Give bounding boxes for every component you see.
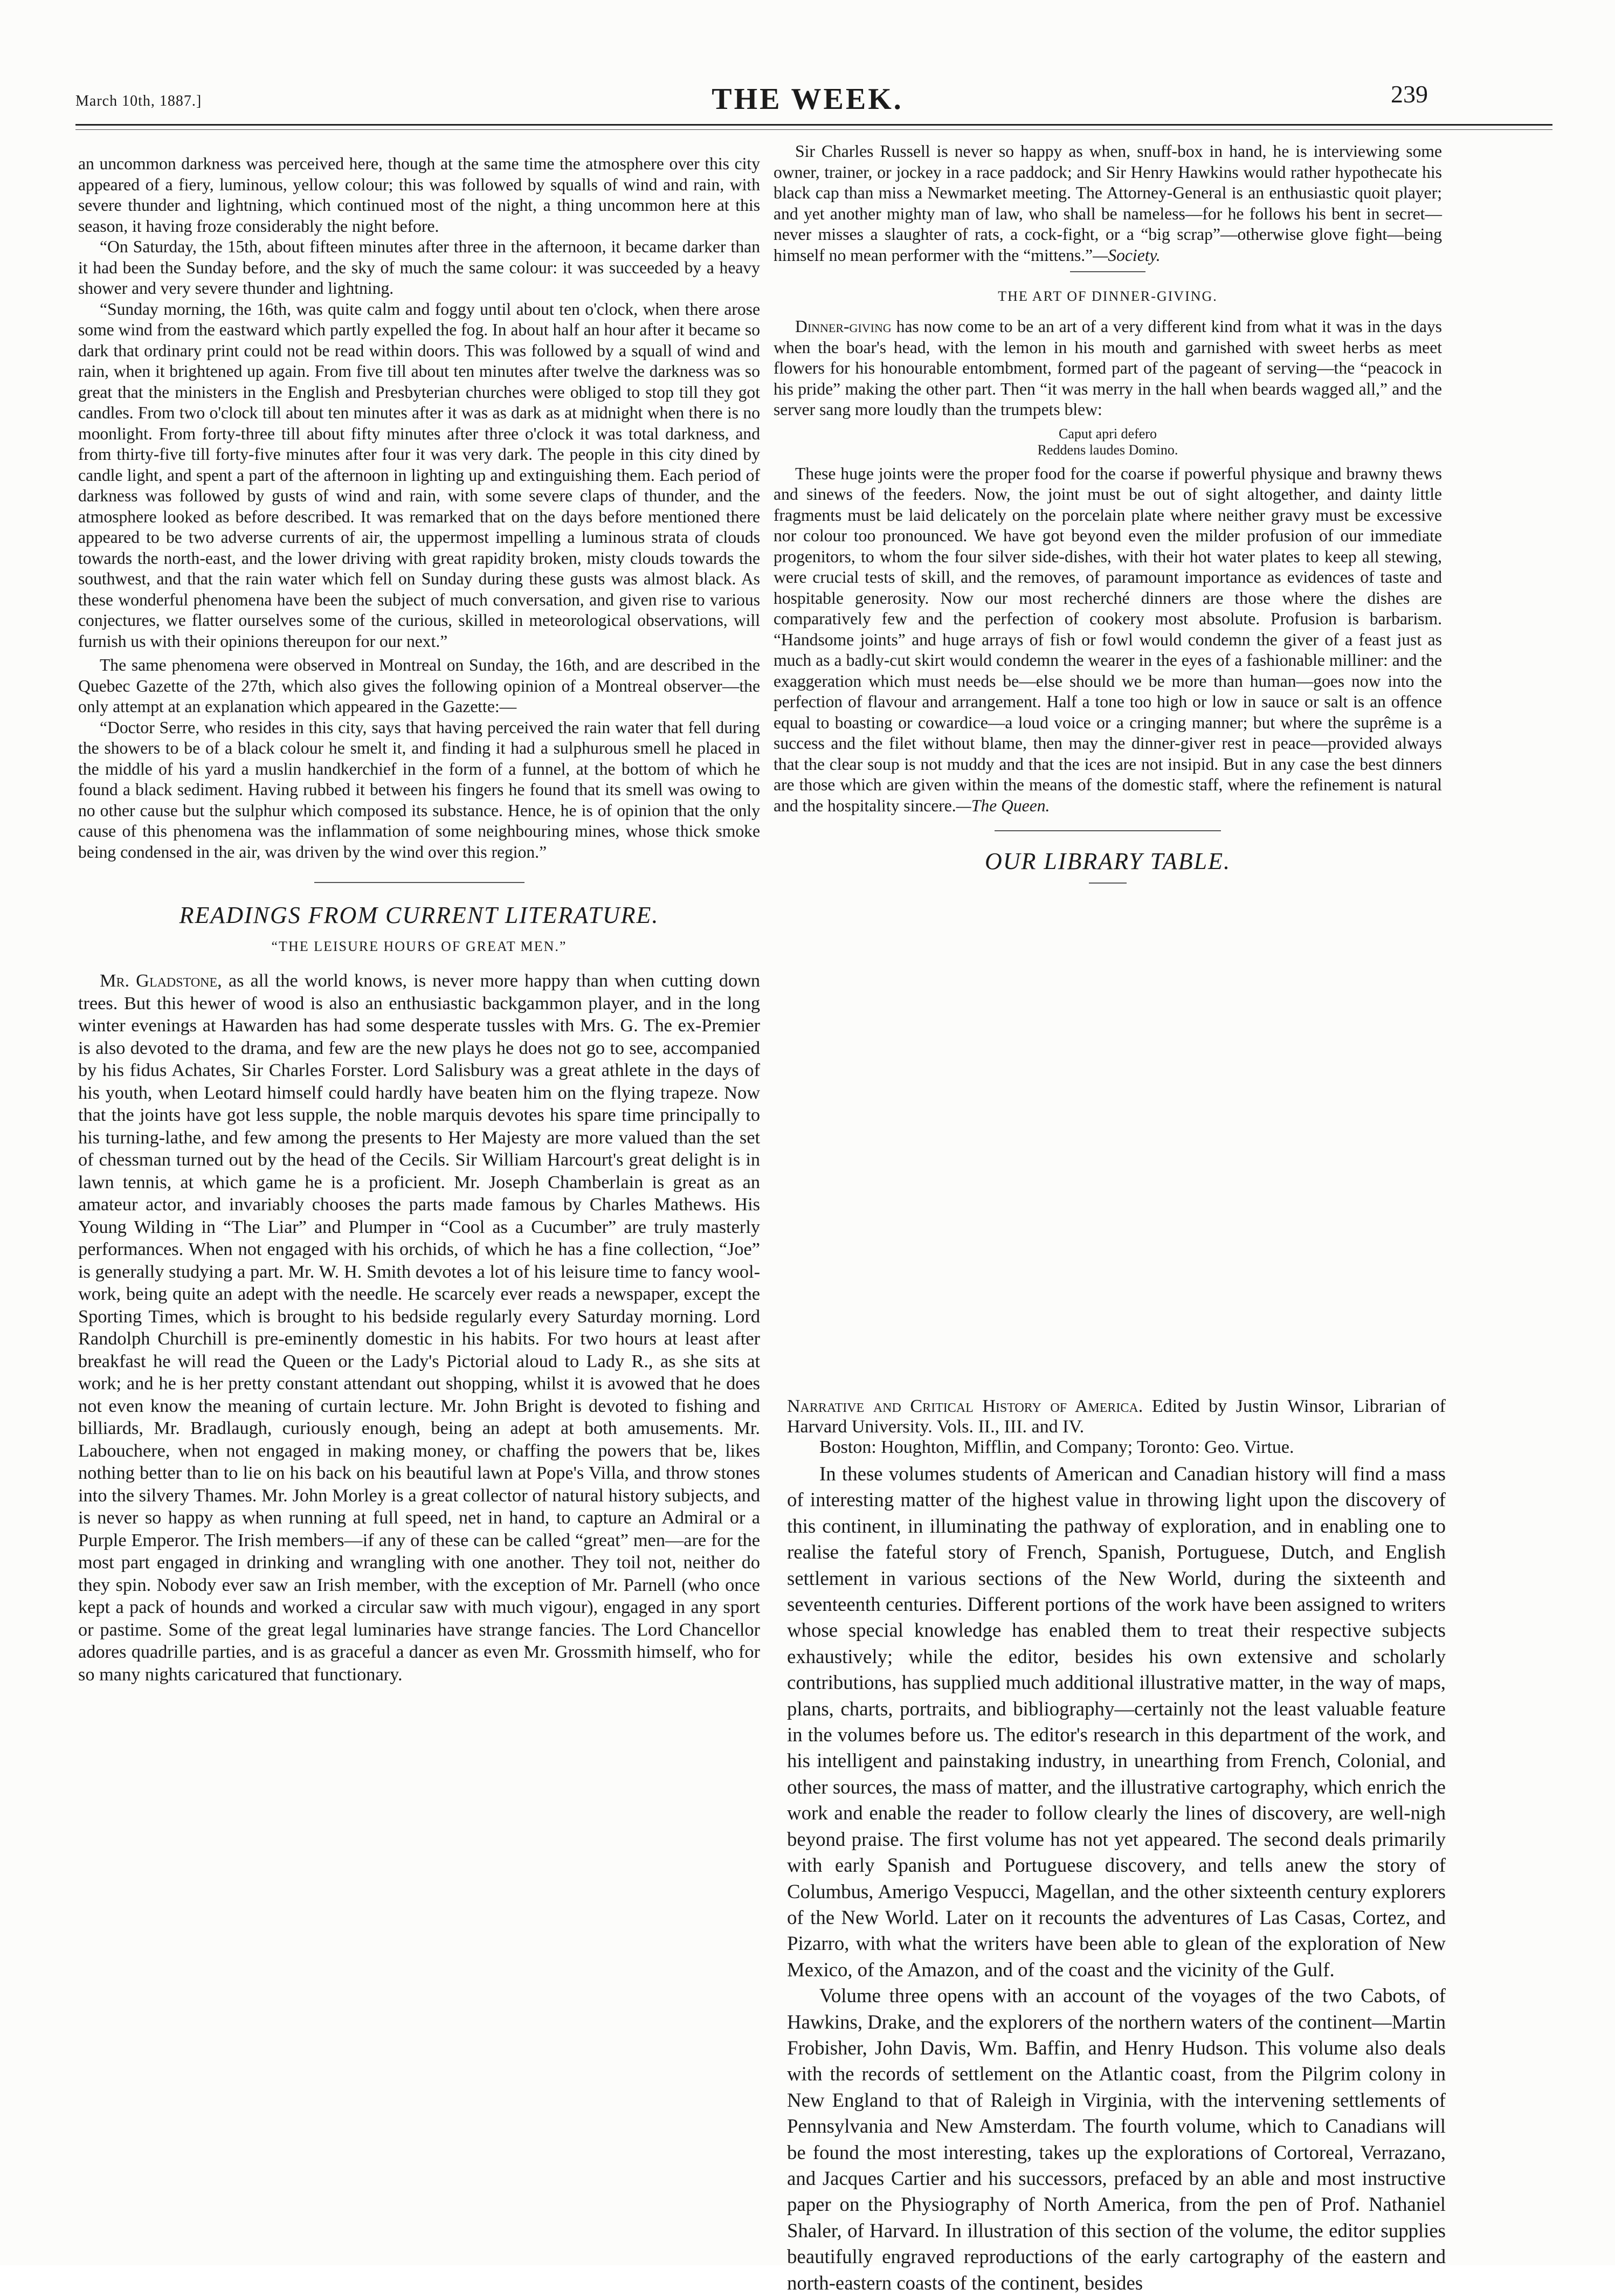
book-title: Narrative and Critical History of America. [787,1396,1143,1416]
verse-line: Caput apri defero [1059,425,1157,442]
masthead-title: THE WEEK. [712,82,903,116]
article-title: THE ART OF DINNER-GIVING. [998,288,1218,304]
paragraph: “Sunday morning, the 16th, was quite calm and foggy until about ten o'clock, when there arose some wind from the eastward which partly expelled the fog. In about half an hour after it became so dark that ordinary print could not be read within doors. This was followed by a squall of wind and rain, when it brightened up again. From five till about ten minutes after twelve the darkness was so great that the ministers in the English and Presbyterian churches were obliged to stop till they got candles. From two o'clock till about ten minutes after it was as dark as at midnight when there is no moonlight. From forty-three till about fifty minutes after three o'clock it was total darkness, and from thirty-five till forty-five minutes after four it was very dark. The people in this city dined by candle light, and spent a part of the afternoon in lighting up and extinguishing them. Each period of darkness was followed by gusts of wind and rain, with some severe claps of thunder, and the atmosphere looked as before described. It was remarked that on the days before mentioned there appeared to be two adverse currents of air, the uppermost impelling a luminous strata of clouds towards the north-east, and the lower driving with great rapidity broken, misty clouds towards the southwest, and that the rain water which fell on Sunday during these gusts was almost black. As these wonderful phenomena have been the subject of much conversation, and given rise to various conjectures, we flatter ourselves some of the curious, skilled in meteorological observations, will furnish us with their opinions thereupon for our next.” [78,299,760,651]
right-column [774,141,1442,884]
paragraph-text: has now come to be an art of a very different kind from what it was in the days when the boar's head, with the lemon in his mouth and garnished with sweet herbs as meet flowers for his honourable entombment, formed part of the pageant of serving—the “peacock in his pride” making the other part. Then “it was merry in the hall when beards wagged all,” and the server sang more loudly than the trumpets blew: [774,317,1442,419]
article-text: as all the world knows, is never more happy than when cutting down trees. But this hewer of wood is also an enthusiastic backgammon player, and in the long winter evenings at Hawarden has had some desperate tussles with Mrs. G. The ex-Premier is also devoted to the drama, and few are the new plays he does not go to see, accompanied by his fidus Achates, Sir Charles Forster. Lord Salisbury was a great athlete in the days of his youth, when Leotard himself could hardly have beaten him on the flying trapeze. Now that the joints have got less supple, the noble marquis devotes his spare time principally to his turning-lathe, and few among the presents to Her Majesty are more valued than the set of chessman turned out by the head of the Cecils. Sir William Harcourt's great delight is in lawn tennis, at which game he is a proficient. Mr. Joseph Chamberlain is great as an amateur actor, and invariably chooses the parts made famous by Charles Mathews. His Young Wilding in “The Liar” and Plumper in “Cool as a Cucumber” are truly masterly performances. When not engaged with his orchids, of which he has a fine collection, “Joe” is generally studying a part. Mr. W. H. Smith devotes a lot of his leisure time to fancy wool-work, being quite an adept with the needle. He scarcely ever reads a newspaper, except the Sporting Times, which is brought to his bedside regularly every Saturday morning. Lord Randolph Churchill is pre-eminently domestic in his habits. For two hours at least after breakfast he will read the Queen or the Lady's Pictorial aloud to Lady R., as she sits at work; and he is her pretty constant attendant out shopping, whilst it is avowed that he does not even know the meaning of curtain lecture. Mr. John Bright is devoted to fishing and billiards, Mr. Bradlaugh, curiously enough, being an adept at both amusements. Mr. Labouchere, when not engaged in making money, or chaffing the powers that be, likes nothing better than to lie on his back on his beautiful lawn at Pope's Villa, and throw stones into the silvery Thames. Mr. John Morley is a great collector of natural history subjects, and is never so happy as when running at full speed, net in hand, to capture an Admiral or a Purple Emperor. The Irish members—if any of these can be called “great” men—are for the most part engaged in drinking and wrangling with one another. They toil not, neither do they spin. Nobody ever saw an Irish member, with the exception of Mr. Parnell (who once kept a pack of hounds and worked a circular saw with much vigour), engaged in any sport or pastime. Some of the great legal luminaries have strange fancies. The Lord Chancellor adores quadrille parties, and is as graceful a dancer as even Mr. Grossmith himself, who for so many nights caricatured that functionary. [78,970,761,1685]
paragraph [774,141,1442,266]
paragraph: In these volumes students of American and Canadian history will find a mass of interesting matter of the highest value in throwing light upon the discovery of this continent, in illuminating the pathway of exploration, and in enabling one to realise the fateful story of French, Spanish, Portuguese, Dutch, and English settlement in various sections of the New World, during the sixteenth and seventeenth centuries. Different portions of the work have been assigned to writers whose special knowledge has enabled them to treat their respective subjects exhaustively; while the editor, besides his own extensive and scholarly contributions, has supplied much additional illustrative matter, in the way of maps, plans, charts, portraits, and bibliography—certainly not the least valuable feature in the volumes before us. The editor's research in this department of the work, and his intelligent and painstaking industry, in unearthing from French, Colonial, and other sources, the mass of matter, and the illustrative cartography, which enrich the work and enable the reader to follow clearly the lines of discovery, are well-nigh beyond praise. The first volume has not yet appeared. The second deals primarily with early Spanish and Portuguese discovery, and tells anew the story of Columbus, Amerigo Vespucci, Magellan, and the other sixteenth century explorers of the New World. Later on it recounts the adventures of Las Casas, Cortez, and Pizarro, with what the writers have been able to glean of the exploration of New Mexico, of the Amazon, and of the coast and the vicinity of the Gulf. [787,1463,1446,1981]
paragraph [774,464,1442,817]
library-review [787,1396,1446,2296]
book-publisher: Boston: Houghton, Mifflin, and Company; Toronto: Geo. Virtue. [819,1437,1294,1457]
paragraph-text: Sir Charles Russell is never so happy as when, snuff-box in hand, he is interviewing some owner, trainer, or jockey in a race paddock; and Sir Henry Hawkins would rather hypothecate his black cap than miss a Newmarket meeting. The Attorney-General is an enthusiastic quoit player; and yet another mighty man of law, who shall be nameless—for he follows his bent in secret—never misses a slaughter of rats, a cock-fight, or a “big scrap”—otherwise glove fight—being himself no mean performer with the “mittens.” [774,142,1442,265]
paragraph: Volume three opens with an account of the voyages of the two Cabots, of Hawkins, Drake, and the explorers of the northern waters of the continent—Martin Frobisher, John Davis, Wm. Baffin, and Henry Hudson. This volume also deals with the records of settlement on the Atlantic coast, from the Pilgrim colony in New England to that of Raleigh in Virginia, with the intervening settlements of Pennsylvania and New Amsterdam. The fourth volume, which to Canadians will be found the most interesting, takes up the explorations of Cortoreal, Verrazano, and Jacques Cartier and his successors, prefaced by an able and most instructive paper on the Physiography of North America, from the pen of Prof. Nathaniel Shaler, of Harvard. In illustration of this section of the volume, the editor supplies beautifully engraved reproductions of the early cartography of the eastern and north-eastern coasts of the continent, besides [787,1984,1446,2294]
article-title: “THE LEISURE HOURS OF GREAT MEN.” [271,939,567,954]
section-heading: READINGS FROM CURRENT LITERATURE. [179,902,659,928]
section-heading: OUR LIBRARY TABLE. [984,848,1231,874]
source-credit: —Society. [1093,245,1161,265]
heading-underline [1089,882,1127,884]
paragraph: The same phenomena were observed in Montreal on Sunday, the 16th, and are described in the Quebec Gazette of the 27th, which also gives the following opinion of a Montreal observer—the only attempt at an explanation which appeared in the Gazette:— [78,656,760,716]
paragraph-text: These huge joints were the proper food for the coarse if powerful physique and brawny thews and sinews of the feeders. Now, the joint must be out of sight altogether, and dainty little fragments must be laid delicately on the porcelain plate where neither gravy must be excessive nor colour too pronounced. We have got beyond even the milder profusion of our immediate progenitors, to whom the four silver side-dishes, with their hot water plates to keep all stewing, were crucial tests of skill, and the removes, of paramount importance as evidences of taste and hospitable generosity. Now our most recherché dinners are those where the dishes are comparatively few and the perfection of cookery most absolute. Profusion is barbarism. “Handsome joints” and huge arrays of fish or fowl would condemn the giver of a feast just as much as a badly-cut skirt would condemn the wearer in the eyes of a fashionable milliner: and the exaggeration which must needs be—else should we be more than human—goes now into the perfection of flavour and arrangement. Half a tone too high or low in sauce or salt is an offence equal to boasting or cowardice—a loud voice or a cringing manner; but where the suprême is a success and the filet without blame, then may the dinner-giver rest in peace—provided always that the clear soup is not muddy and that the ices are not insipid. But in any case the best dinners are those which are given within the means of the domestic staff, where the refinement is natural and the hospitality sincere. [774,464,1442,815]
paragraph: “Doctor Serre, who resides in this city, says that having perceived the rain water that fell during the showers to be of a black colour he smelt it, and finding it had a sulphurous smell he placed in the middle of his yard a muslin handkerchief in the form of a funnel, at the bottom of which he found a black sediment. Having rubbed it between his fingers he found that its smell was owing to no other cause but the sulphur which composed its substance. Hence, he is of opinion that the only cause of this phenomena was the inflammation of some neighbouring mines, whose thick smoke being condensed in the air, was driven by the wind over this region.” [78,718,760,861]
header-rule [75,124,1552,126]
latin-verse [774,426,1442,458]
paragraph: an uncommon darkness was perceived here, though at the same time the atmosphere over this city appeared of a fiery, luminous, yellow colour; this was followed by squalls of wind and rain, with severe thunder and lightning, which continued most of the night, a thing uncommon here at this season, it having froze considerably the night before. [78,154,760,236]
left-column [78,154,760,1686]
verse-line: Reddens laudes Domino. [1037,442,1178,458]
issue-date: March 10th, 1887.] [75,93,202,109]
source-credit: —The Queen. [956,796,1050,815]
header-rule-thin [75,129,1552,130]
book-editor: Edited by Justin Winsor, Librarian of Harvard University. Vols. II., III. and IV. [787,1396,1446,1437]
section-divider [995,830,1221,831]
book-citation [787,1396,1446,1458]
paragraph: “On Saturday, the 15th, about fifteen minutes after three in the afternoon, it became darker than it had been the Sunday before, and the sky of much the same colour: it was succeeded by a heavy shower and very severe thunder and lightning. [78,237,760,298]
article-body [78,970,760,1686]
paragraph [774,316,1442,420]
page-number: 239 [1391,80,1428,108]
article-lead: Dinner-giving [795,317,892,336]
article-lead: Mr. Gladstone, [100,970,222,991]
section-divider [314,882,524,883]
article-divider [1070,271,1145,272]
